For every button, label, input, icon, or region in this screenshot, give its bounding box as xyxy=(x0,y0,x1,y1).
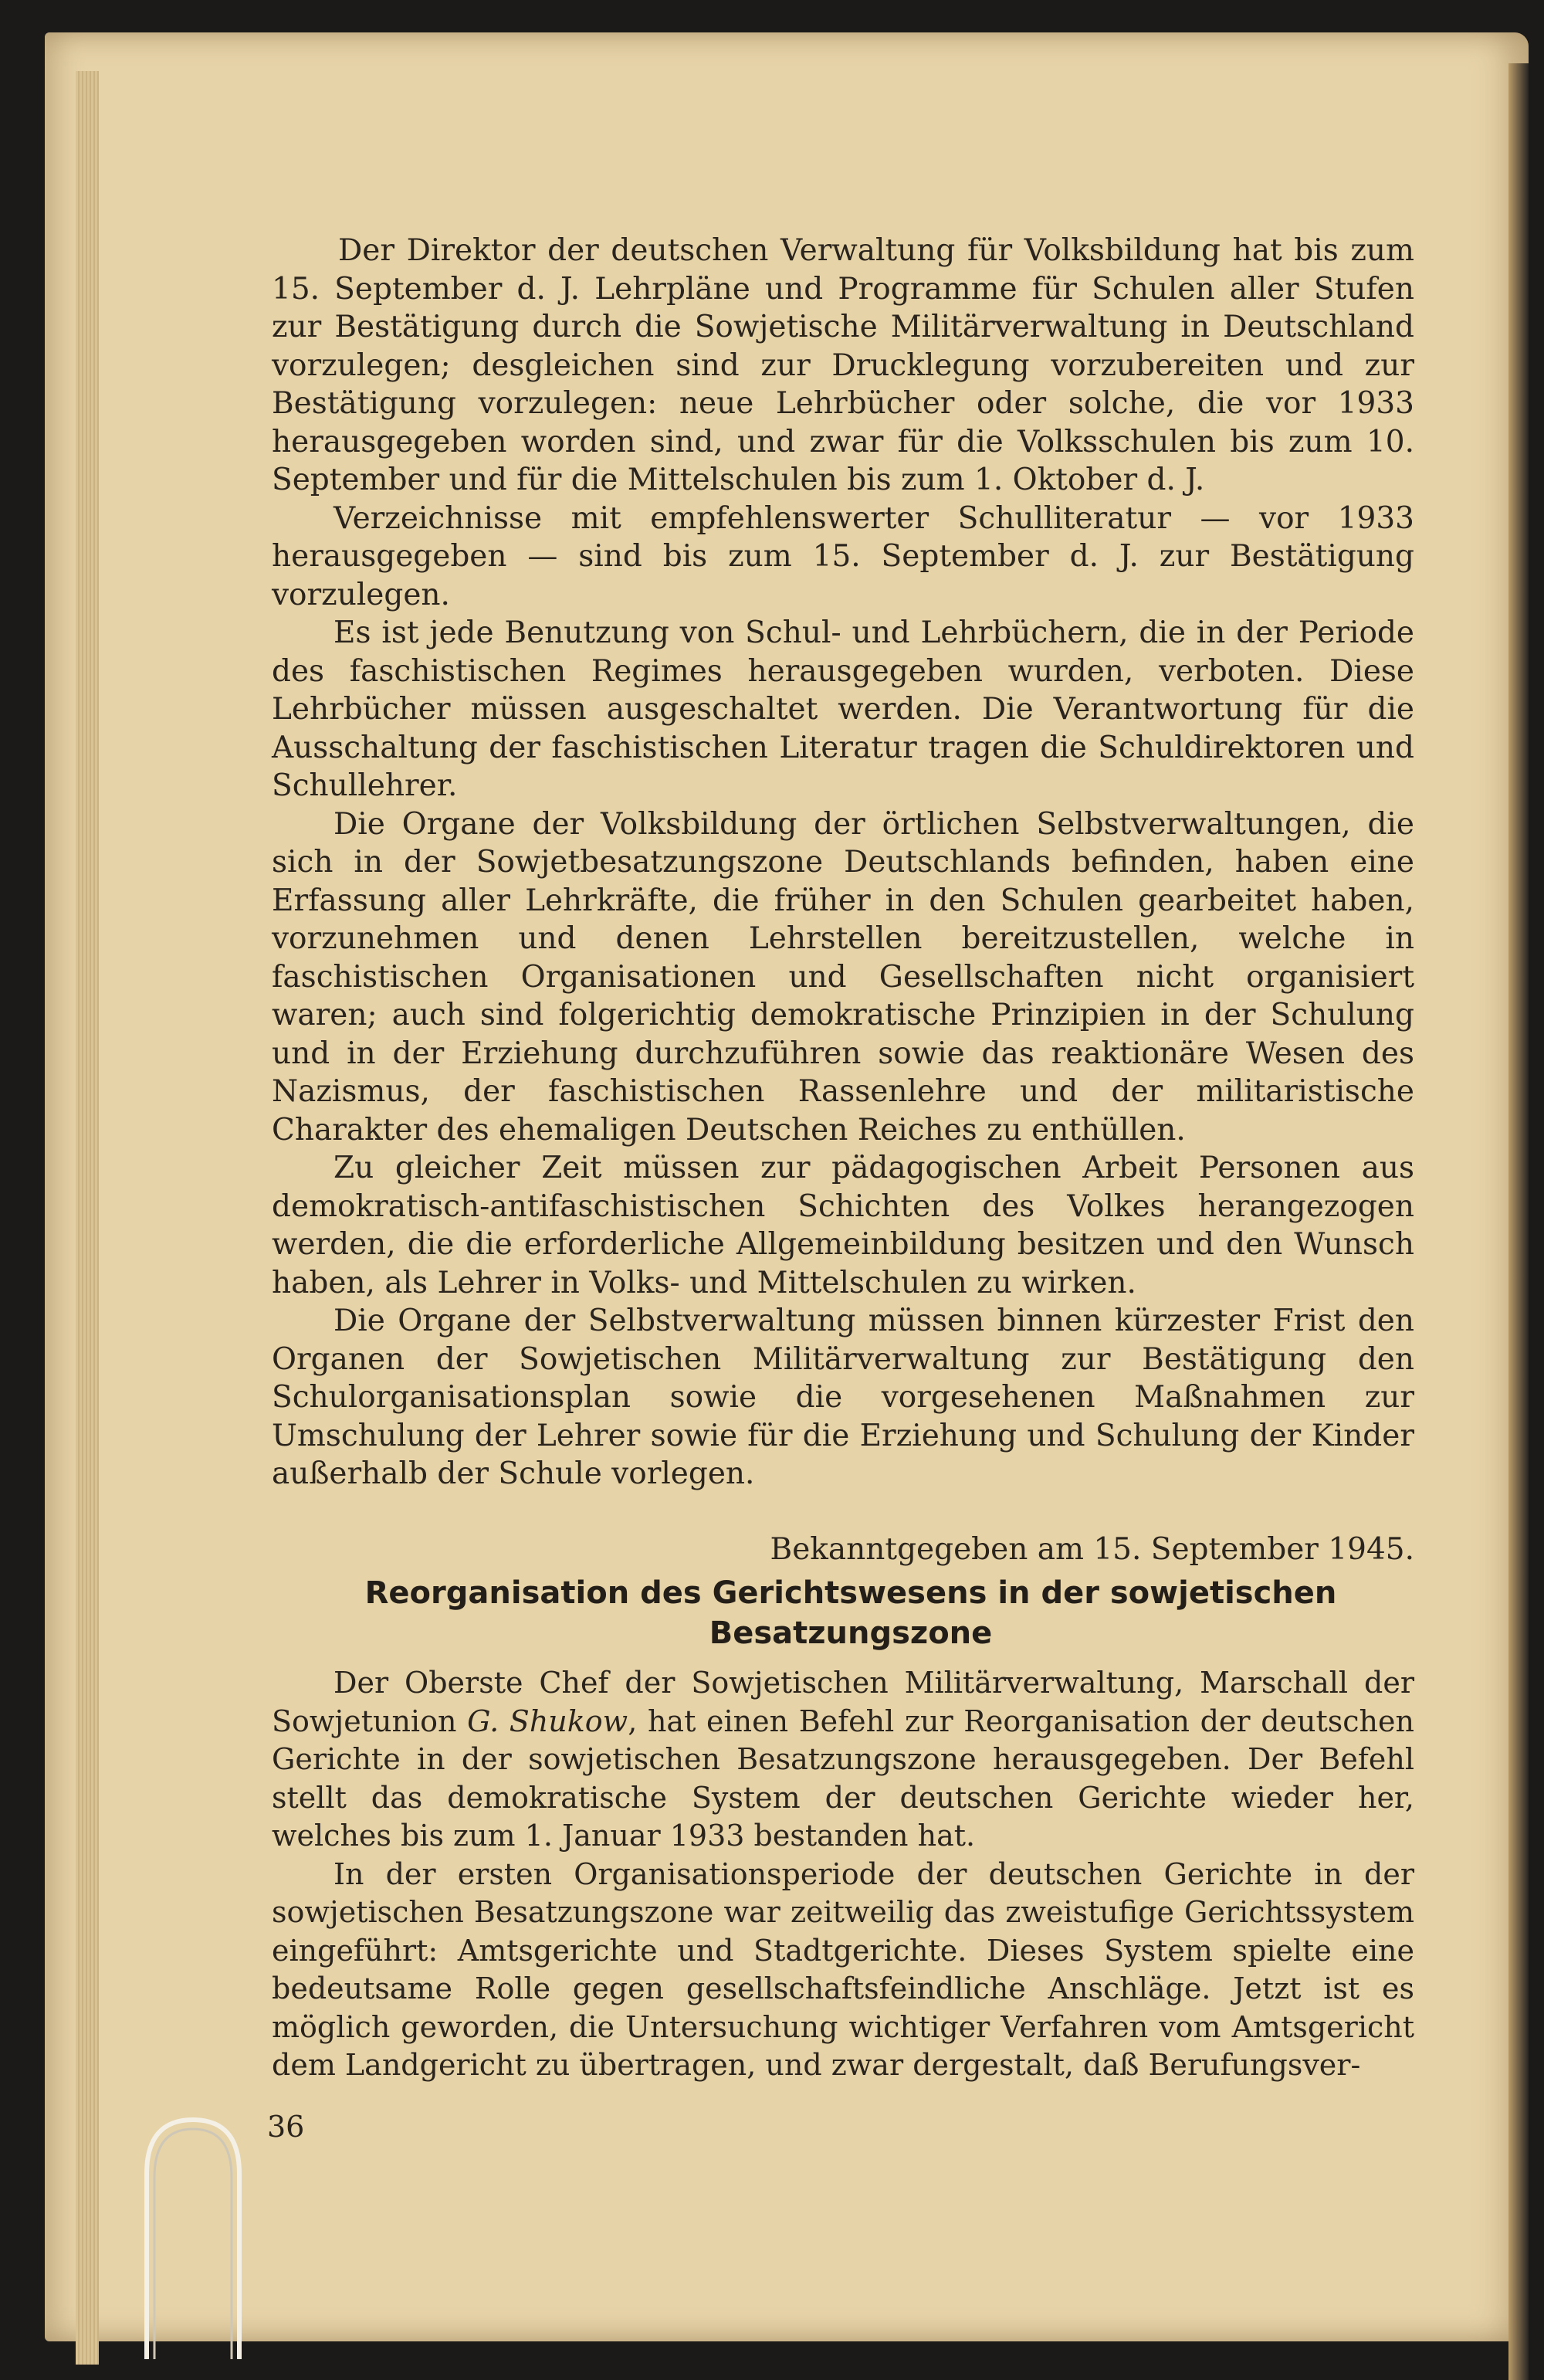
paragraph-5: Zu gleicher Zeit müssen zur pädagogischen Arbeit Personen aus demokratisch-antifaschistischen Schichten des Volkes herangezogen werden, die die erforderliche Allgemeinbildung besitzen und den Wunsch haben, als Lehrer in Volks- und Mittelschulen zu wirken. xyxy=(272,1151,1414,1300)
paragraph-6: Die Organe der Selbstverwaltung müssen binnen kürzester Frist den Organen der Sowjetischen Militärverwaltung zur Bestätigung den Schulorganisationsplan sowie die vorgesehenen Maßnahmen zur Umschulung der Lehrer sowie für die Erziehung und Schulung der Kinder außerhalb der Schule vorlegen. xyxy=(272,1304,1414,1491)
bookmark-ribbon-icon xyxy=(131,2112,247,2359)
section-paragraph-1-end: , hat einen Befehl zur Reorganisation der deutschen Gerichte in der sowjetischen Besatzungszone herausgegeben. Der Befehl stellt das demokratische System der deutschen Gerichte wieder her, welches bis zum 1. Januar 1933 bestanden hat. xyxy=(272,1704,1414,1853)
marshal-name: G. Shukow xyxy=(467,1704,628,1738)
page-body xyxy=(272,232,1414,2085)
section-paragraph-1-start: Der Oberste Chef der Sowjetischen Militärverwaltung, Marschall der Sowjetunion xyxy=(272,1666,1414,1738)
paragraph-2: Verzeichnisse mit empfehlenswerter Schulliteratur — vor 1933 herausgegeben — sind bis zum 15. September d. J. zur Bestätigung vorzulegen. xyxy=(272,500,1414,612)
page-stack-edge xyxy=(76,71,99,2365)
announcement-date: Bekanntgegeben am 15. September 1945. xyxy=(770,1531,1414,1567)
section-paragraph-2: In der ersten Organisationsperiode der deutschen Gerichte in der sowjetischen Besatzungszone war zeitweilig das zweistufige Gerichtssystem eingeführt: Amtsgerichte und Stadtgerichte. Dieses System spielte eine bedeutsame Rolle gegen gesellschaftsfeindliche Anschläge. Jetzt ist es möglich geworden, die Untersuchung wichtiger Verfahren vom Amtsgericht dem Landgericht zu übertragen, und zwar dergestalt, daß Berufungsver- xyxy=(272,1856,1414,2082)
section-paragraph-1 xyxy=(272,1664,1414,1856)
paragraph-1: Der Direktor der deutschen Verwaltung für Volksbildung hat bis zum 15. September d. J. Lehrpläne und Programme für Schulen aller Stufen zur Bestätigung durch die Sowjetische Militärverwaltung in Deutschland vorzulegen; desgleichen sind zur Drucklegung vorzubereiten und zur Bestätigung vorzulegen: neue Lehrbücher oder solche, die vor 1933 herausgegeben worden sind, und zwar für die Volksschulen bis zum 10. September und für die Mittelschulen bis zum 1. Oktober d. J. xyxy=(272,233,1414,497)
section-body xyxy=(272,1664,1414,2085)
paragraph-3: Es ist jede Benutzung von Schul- und Lehrbüchern, die in der Periode des faschistischen Regimes herausgegeben wurden, verboten. Diese Lehrbücher müssen ausgeschaltet werden. Die Verantwortung für die Ausschaltung der faschistischen Literatur tragen die Schuldirektoren und Schullehrer. xyxy=(272,615,1414,803)
book-spine-shadow xyxy=(1508,63,1529,2380)
section-heading: Reorganisation des Gerichtswesens in der sowjetischen Besatzungszone xyxy=(364,1575,1337,1651)
page-number: 36 xyxy=(267,2110,305,2144)
paragraph-4: Die Organe der Volksbildung der örtlichen Selbstverwaltungen, die sich in der Sowjetbesatzungszone Deutschlands befinden, haben eine Erfassung aller Lehrkräfte, die früher in den Schulen gearbeitet haben, vorzunehmen und denen Lehrstellen bereitzustellen, welche in faschistischen Organisationen und Gesellschaften nicht organisiert waren; auch sind folgerichtig demokratische Prinzipien in der Schulung und in der Erziehung durchzuführen sowie das reaktionäre Wesen des Nazismus, der faschistischen Rassenlehre und der militaristische Charakter des ehemaligen Deutschen Reiches zu enthüllen. xyxy=(272,806,1414,1148)
